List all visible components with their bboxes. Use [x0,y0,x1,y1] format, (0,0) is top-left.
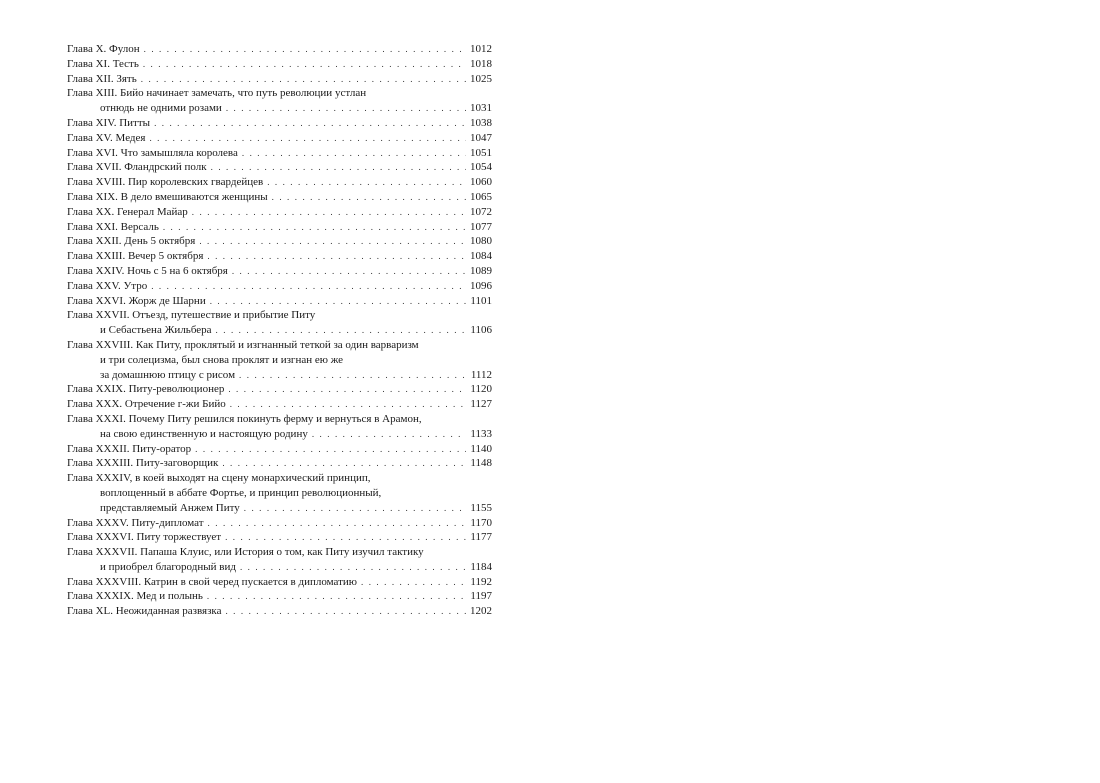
toc-entry-title-line: Глава XL. Неожиданная развязка [67,605,222,618]
page-number: 1133 [470,427,492,440]
toc-entry-row [67,530,492,545]
toc-entry-row [67,589,492,604]
toc-entry-title-line: Глава XXXIX. Мед и полынь [67,590,203,603]
toc-entry [67,456,492,471]
page-number: 1127 [470,398,492,411]
dot-leader [211,160,466,175]
page-number: 1018 [470,57,492,70]
toc-entry-title-line: за домашнюю птицу с рисом [100,368,236,381]
toc-entry [67,589,492,604]
toc-entry-title-line: Глава XXVI. Жорж де Шарни [67,294,206,307]
dot-leader [151,279,466,294]
page-number: 1112 [470,368,492,381]
dot-leader [141,72,466,87]
dot-leader [230,397,467,412]
toc-entry [67,530,492,545]
toc-entry-row [67,175,492,190]
toc-entry [67,249,492,264]
page-number: 1084 [470,250,492,263]
page-number: 1106 [470,324,492,337]
toc-entry-row [67,220,492,235]
toc-entry [67,308,492,338]
toc-entry-title-line: Глава XVI. Что замышляла королева [67,146,238,159]
toc-entry [67,264,492,279]
page-number: 1077 [470,220,492,233]
toc-entry [67,116,492,131]
toc-entry-row [67,249,492,264]
dot-leader [225,604,466,619]
page-number: 1072 [470,205,492,218]
dot-leader [199,234,466,249]
dot-leader [226,101,466,116]
page-number: 1184 [470,560,492,573]
toc-entry [67,160,492,175]
page-number: 1025 [470,72,492,85]
toc-entry-row [67,42,492,57]
page-number: 1080 [470,235,492,248]
toc-entry-title-line: Глава XXIX. Питу-революционер [67,383,225,396]
dot-leader [149,131,466,146]
toc-entry-title-line: Глава XX. Генерал Майар [67,205,188,218]
page-number: 1197 [470,590,492,603]
toc-entry-row [67,72,492,87]
toc-entry-row [67,131,492,146]
dot-leader [242,146,466,161]
toc-entry-row [67,160,492,175]
dot-leader [207,589,467,604]
toc-entry [67,397,492,412]
page-number: 1202 [470,605,492,618]
toc-entry [67,86,492,116]
toc-entry-row [67,205,492,220]
toc-entry [67,72,492,87]
page-number: 1140 [470,442,492,455]
toc-entry-title-line: воплощенный в аббате Фортье, и принцип революционный, [100,486,382,499]
toc-entry-title-line: Глава XVII. Фландрский полк [67,161,207,174]
dot-leader [207,249,466,264]
toc-entry [67,220,492,235]
page-number: 1012 [470,43,492,55]
toc-entry-title-line: отнюдь не одними розами [100,102,222,115]
dot-leader [144,42,466,57]
toc-entry-title-line: Глава XI. Тесть [67,57,139,70]
toc-entry-title-line: Глава XXV. Утро [67,279,148,292]
page-number: 1089 [470,264,492,277]
toc-entry-row [67,368,492,383]
page-number: 1051 [470,146,492,159]
toc-entry-title-line: Глава XIII. Бийо начинает замечать, что путь революции устлан [67,87,367,100]
toc-entry-title-line: Глава XXXV. Питу-дипломат [67,516,204,529]
toc-entry-title-line: Глава XXX. Отречение г-жи Бийо [67,398,226,411]
toc-entry-title-line: Глава XXI. Версаль [67,220,159,233]
toc-entry [67,382,492,397]
toc-entry-row [67,323,492,338]
toc-entry-title-line: Глава XV. Медея [67,131,146,144]
toc-entry-row [67,279,492,294]
toc-entry-title-line: Глава XXVII. Отъезд, путешествие и прибытие Питу [67,309,316,322]
page-number: 1120 [470,383,492,396]
toc-entry-row [67,190,492,205]
page-number: 1096 [470,279,492,292]
page-number: 1170 [470,516,492,529]
table-of-contents [67,42,492,619]
toc-entry-title-line: Глава XXIII. Вечер 5 октября [67,250,204,263]
toc-entry [67,190,492,205]
toc-entry-title-line: на свою единственную и настоящую родину [100,427,308,440]
dot-leader [222,456,466,471]
toc-entry-title-line: Глава XII. Зять [67,72,137,85]
toc-entry-title-line: Глава XIX. В дело вмешиваются женщины [67,190,268,203]
toc-entry-row [67,382,492,397]
toc-entry-row [67,101,492,116]
toc-entry-row [67,264,492,279]
page-number: 1155 [470,501,492,514]
toc-entry [67,575,492,590]
toc-entry-row [67,456,492,471]
page-number: 1065 [470,190,492,203]
page-number: 1192 [470,575,492,588]
dot-leader [143,57,466,72]
dot-leader [154,116,466,131]
toc-entry-row [67,575,492,590]
page-number: 1148 [470,457,492,470]
toc-entry [67,442,492,457]
dot-leader [225,530,466,545]
dot-leader [192,205,466,220]
toc-entry [67,294,492,309]
toc-entry [67,338,492,382]
toc-entry [67,545,492,575]
toc-entry-row [67,397,492,412]
dot-leader [312,427,467,442]
page-number: 1054 [470,161,492,174]
dot-leader [240,560,466,575]
toc-entry-title-line: Глава XXXIV, в коей выходят на сцену монархический принцип, [67,472,371,485]
page-number: 1060 [470,176,492,189]
toc-entry [67,131,492,146]
toc-entry-title-line: и приобрел благородный вид [100,560,236,573]
dot-leader [272,190,466,205]
toc-entry [67,412,492,442]
toc-entry-row [67,560,492,575]
toc-entry [67,57,492,72]
dot-leader [239,368,467,383]
toc-entry-row [67,427,492,442]
toc-entry-row [67,234,492,249]
toc-entry-title-line: Глава XXXII. Питу-оратор [67,442,192,455]
toc-entry-title-line: Глава XXII. День 5 октября [67,235,196,248]
toc-entry-row [67,57,492,72]
page-number: 1177 [470,531,492,544]
dot-leader [228,382,466,397]
dot-leader [361,575,466,590]
dot-leader [216,323,467,338]
toc-entry-title-line: и три солецизма, был снова проклят и изгнан ею же [100,353,344,366]
page-number: 1047 [470,131,492,144]
toc-entry-title-line: и Себастьена Жильбера [100,324,212,337]
dot-leader [232,264,466,279]
toc-entry-title-line: Глава XXXI. Почему Питу решился покинуть ферму и вернуться в Арамон, [67,412,422,425]
toc-entry-row [67,501,492,516]
toc-entry [67,42,492,57]
toc-entry [67,279,492,294]
toc-entry [67,516,492,531]
dot-leader [163,220,466,235]
toc-entry-title-line: Глава XXXIII. Питу-заговорщик [67,457,219,470]
dot-leader [208,516,467,531]
toc-entry-row [67,116,492,131]
page-number: 1038 [470,116,492,129]
toc-entry [67,146,492,161]
toc-entry-title-line: представляемый Анжем Питу [100,501,240,514]
dot-leader [195,442,466,457]
toc-entry-title-line: Глава XXXVII. Папаша Клуис, или История о том, как Питу изучил тактику [67,546,424,559]
toc-entry-title-line: Глава XXIV. Ночь с 5 на 6 октября [67,264,228,277]
dot-leader [210,294,467,309]
page-number: 1101 [470,294,492,307]
toc-entry [67,471,492,515]
toc-entry [67,604,492,619]
toc-entry-row [67,604,492,619]
toc-entry [67,175,492,190]
dot-leader [244,501,467,516]
toc-entry-row [67,442,492,457]
toc-entry-title-line: Глава XXXVIII. Катрин в свой черед пускается в дипломатию [67,575,358,588]
toc-entry [67,205,492,220]
toc-entry-title-line: Глава X. Фулон [67,43,140,55]
toc-entry-title-line: Глава XIV. Питты [67,116,151,129]
toc-entry [67,234,492,249]
toc-entry-title-line: Глава XXVIII. Как Питу, проклятый и изгнанный теткой за один варваризм [67,338,419,351]
toc-entry-row [67,294,492,309]
toc-entry-title-line: Глава XVIII. Пир королевских гвардейцев [67,176,264,189]
page-number: 1031 [470,102,492,115]
toc-entry-title-line: Глава XXXVI. Питу торжествует [67,531,222,544]
toc-entry-row [67,146,492,161]
toc-entry-row [67,516,492,531]
dot-leader [267,175,466,190]
